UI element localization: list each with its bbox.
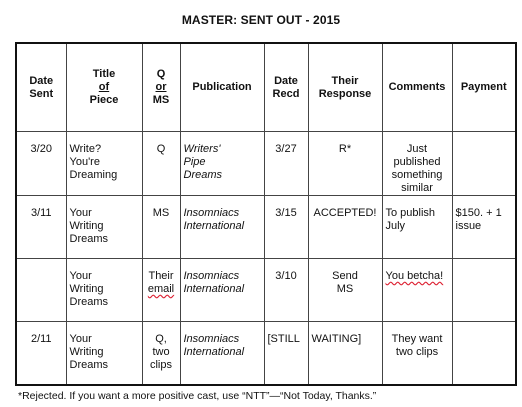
cell-response: WAITING] [308, 322, 382, 385]
cell-publication: Writers' Pipe Dreams [180, 132, 264, 196]
cell-date-recd: 3/10 [264, 259, 308, 322]
header-payment: Payment [452, 43, 516, 132]
cell-q-or-ms: Their email [142, 259, 180, 322]
cell-date-sent [16, 259, 66, 322]
cell-date-sent: 3/11 [16, 196, 66, 259]
cell-date-recd: 3/27 [264, 132, 308, 196]
cell-response: ACCEPTED! [308, 196, 382, 259]
header-publication: Publication [180, 43, 264, 132]
header-q-or-ms: Q or MS [142, 43, 180, 132]
cell-publication: Insomniacs International [180, 322, 264, 385]
header-title-of-piece: Title of Piece [66, 43, 142, 132]
cell-title: Write? You're Dreaming [66, 132, 142, 196]
cell-q-or-ms: Q [142, 132, 180, 196]
cell-comments: Just published something similar [382, 132, 452, 196]
table-row [16, 132, 516, 196]
cell-title: Your Writing Dreams [66, 196, 142, 259]
cell-comments: To publish July [382, 196, 452, 259]
cell-q-or-ms: MS [142, 196, 180, 259]
cell-comments: You betcha! [382, 259, 452, 322]
cell-date-recd: 3/15 [264, 196, 308, 259]
document-title: MASTER: SENT OUT - 2015 [181, 13, 341, 27]
cell-title: Your Writing Dreams [66, 322, 142, 385]
header-row [16, 43, 516, 132]
header-date-sent: Date Sent [16, 43, 66, 132]
table-row [16, 259, 516, 322]
cell-comments: They want two clips [382, 322, 452, 385]
cell-q-or-ms: Q, two clips [142, 322, 180, 385]
cell-date-sent: 3/20 [16, 132, 66, 196]
footnote: *Rejected. If you want a more positive cast, use “NTT”—“Not Today, Thanks.” [18, 390, 377, 402]
table-row [16, 196, 516, 259]
cell-title: Your Writing Dreams [66, 259, 142, 322]
cell-date-recd: [STILL [264, 322, 308, 385]
cell-publication: Insomniacs International [180, 259, 264, 322]
header-comments: Comments [382, 43, 452, 132]
cell-payment: $150. + 1 issue [452, 196, 516, 259]
cell-date-sent: 2/11 [16, 322, 66, 385]
cell-payment [452, 132, 516, 196]
header-their-response: Their Response [308, 43, 382, 132]
cell-response: Send MS [308, 259, 382, 322]
cell-publication: Insomniacs International [180, 196, 264, 259]
cell-response: R* [308, 132, 382, 196]
header-date-recd: Date Recd [264, 43, 308, 132]
table-row [16, 322, 516, 385]
cell-payment [452, 322, 516, 385]
submissions-table [15, 42, 517, 386]
cell-payment [452, 259, 516, 322]
